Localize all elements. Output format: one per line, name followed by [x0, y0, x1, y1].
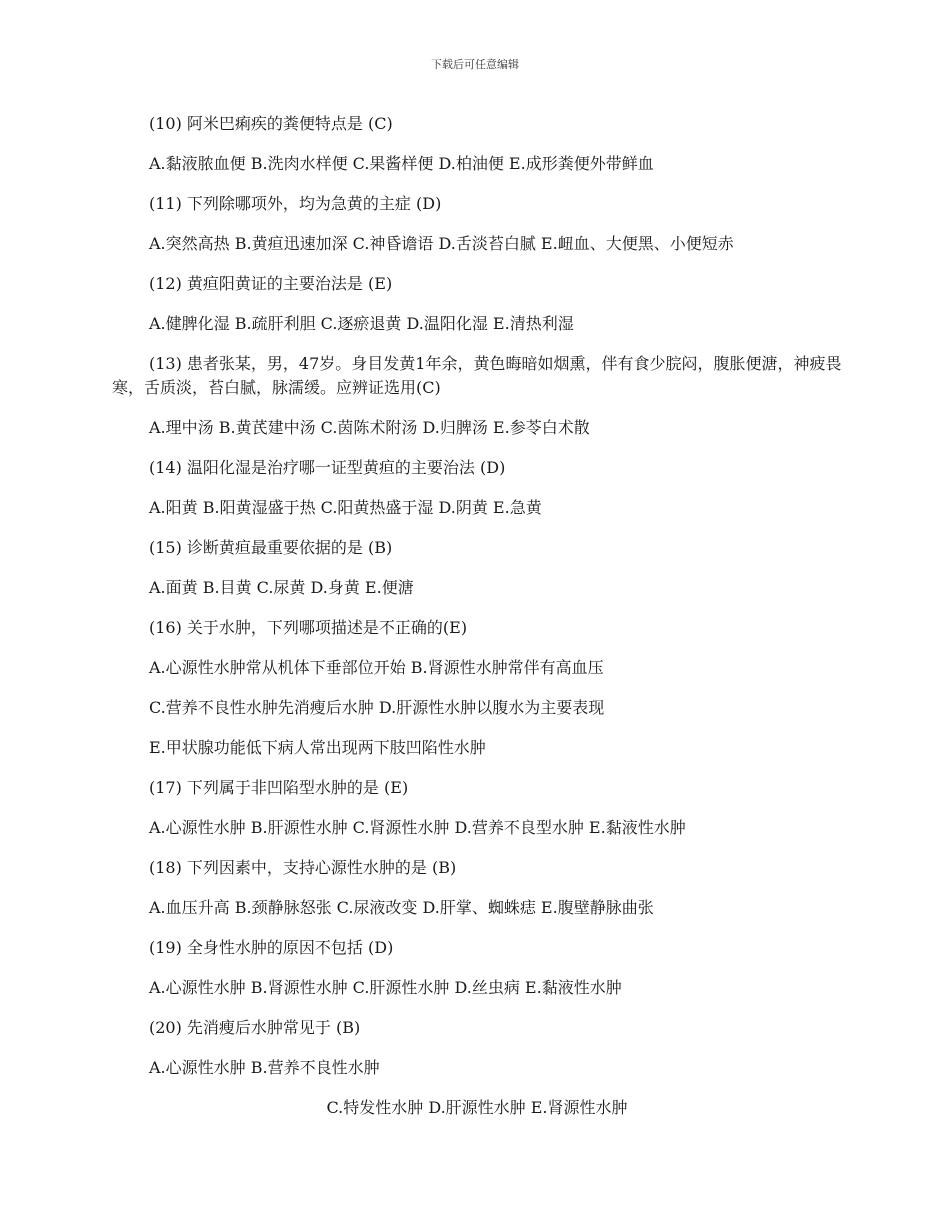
question-16: (16) 关于水肿，下列哪项描述是不正确的(E) [149, 618, 468, 637]
options-10: A.黏液脓血便 B.洗肉水样便 C.果酱样便 D.柏油便 E.成形粪便外带鲜血 [149, 154, 654, 173]
options-18: A.血压升高 B.颈静脉怒张 C.尿液改变 D.肝掌、蜘蛛痣 E.腹壁静脉曲张 [149, 898, 654, 917]
options-11: A.突然高热 B.黄疸迅速加深 C.神昏谵语 D.舌淡苔白腻 E.衄血、大便黑、小便短赤 [149, 234, 734, 253]
options-16-line-1: A.心源性水肿常从机体下垂部位开始 B.肾源性水肿常伴有高血压 [149, 658, 604, 677]
options-20-line-2: C.特发性水肿 D.肝源性水肿 E.肾源性水肿 [326, 1098, 628, 1117]
question-17: (17) 下列属于非凹陷型水肿的是 (E) [149, 778, 409, 797]
options-16-line-2: C.营养不良性水肿先消瘦后水肿 D.肝源性水肿以腹水为主要表现 [149, 698, 605, 717]
options-20-line-1: A.心源性水肿 B.营养不良性水肿 [149, 1058, 380, 1077]
options-13: A.理中汤 B.黄芪建中汤 C.茵陈术附汤 D.归脾汤 E.参苓白术散 [149, 418, 590, 437]
question-15: (15) 诊断黄疸最重要依据的是 (B) [149, 538, 393, 557]
options-15: A.面黄 B.目黄 C.尿黄 D.身黄 E.便溏 [149, 578, 414, 597]
options-16-line-3: E.甲状腺功能低下病人常出现两下肢凹陷性水肿 [149, 738, 486, 757]
question-18: (18) 下列因素中，支持心源性水肿的是 (B) [149, 858, 457, 877]
question-14: (14) 温阳化湿是治疗哪一证型黄疸的主要治法 (D) [149, 458, 506, 477]
options-19: A.心源性水肿 B.肾源性水肿 C.肝源性水肿 D.丝虫病 E.黏液性水肿 [149, 978, 622, 997]
question-13: (13) 患者张某，男，47岁。身目发黄1年余，黄色晦暗如烟熏，伴有食少脘闷，腹胀便溏，神疲畏寒，舌质淡，苔白腻，脉濡缓。应辨证选用(C) [112, 354, 842, 397]
question-11: (11) 下列除哪项外，均为急黄的主症 (D) [149, 194, 442, 213]
question-19: (19) 全身性水肿的原因不包括 (D) [149, 938, 394, 957]
page-header: 下载后可任意编辑 [431, 58, 519, 71]
options-12: A.健脾化湿 B.疏肝利胆 C.逐瘀退黄 D.温阳化湿 E.清热利湿 [149, 314, 574, 333]
options-14: A.阳黄 B.阳黄湿盛于热 C.阳黄热盛于湿 D.阴黄 E.急黄 [149, 498, 542, 517]
question-20: (20) 先消瘦后水肿常见于 (B) [149, 1018, 361, 1037]
question-12: (12) 黄疸阳黄证的主要治法是 (E) [149, 274, 393, 293]
options-17: A.心源性水肿 B.肝源性水肿 C.肾源性水肿 D.营养不良型水肿 E.黏液性水肿 [149, 818, 686, 837]
question-10: (10) 阿米巴痢疾的粪便特点是 (C) [149, 114, 393, 133]
